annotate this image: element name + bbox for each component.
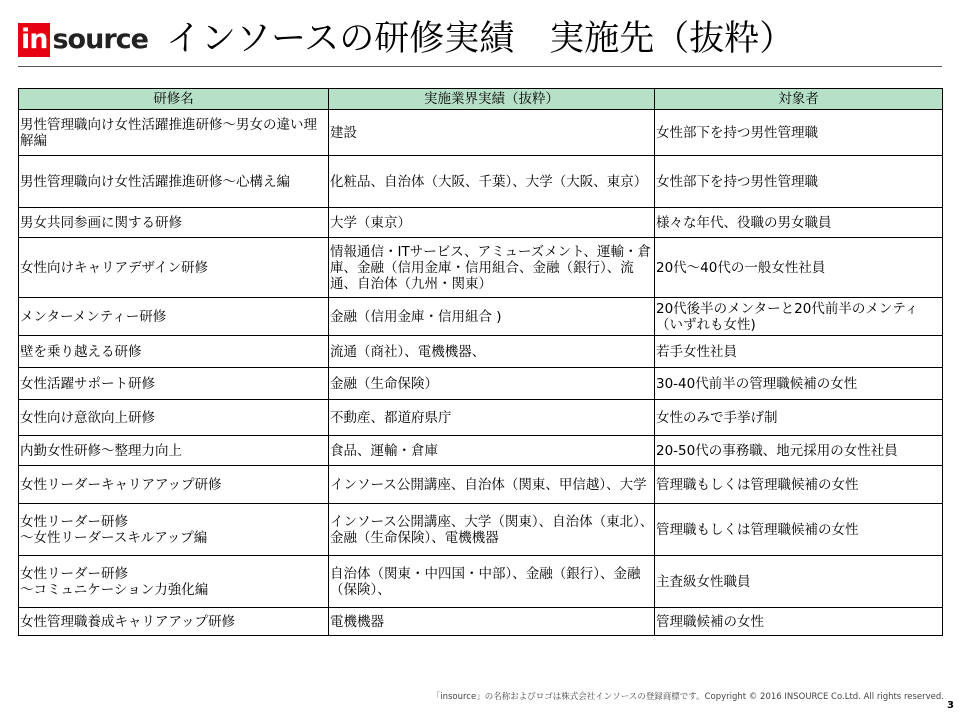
header-industry: 実施業界実績（抜粋） [329, 89, 655, 110]
cell-training-name: メンターメンティー研修 [19, 298, 329, 336]
header-target: 対象者 [655, 89, 943, 110]
table-row [19, 504, 943, 556]
table-row [19, 298, 943, 336]
cell-target: 女性のみで手挙げ制 [655, 400, 943, 436]
cell-target: 管理職もしくは管理職候補の女性 [655, 504, 943, 556]
table-row [19, 556, 943, 608]
table-row [19, 156, 943, 208]
cell-training-name: 内勤女性研修～整理力向上 [19, 436, 329, 466]
page-number: 3 [947, 700, 954, 711]
cell-industry: 金融（生命保険） [329, 368, 655, 400]
cell-industry: 大学（東京） [329, 208, 655, 238]
copyright-footer: 「insource」の名称およびロゴは株式会社インソースの登録商標です。Copyright © 2016 INSOURCE Co.Ltd. All rights reserved. [431, 692, 944, 702]
table-row [19, 436, 943, 466]
table-row [19, 208, 943, 238]
cell-training-name: 女性リーダー研修 ～コミュニケーション力強化編 [19, 556, 329, 608]
title-divider [18, 66, 942, 67]
cell-training-name: 女性リーダーキャリアアップ研修 [19, 466, 329, 504]
cell-training-name: 男性管理職向け女性活躍推進研修～男女の違い理解編 [19, 110, 329, 156]
table-row [19, 110, 943, 156]
cell-training-name: 女性向けキャリアデザイン研修 [19, 238, 329, 298]
cell-training-name: 男女共同参画に関する研修 [19, 208, 329, 238]
table-body [19, 110, 943, 636]
cell-target: 様々な年代、役職の男女職員 [655, 208, 943, 238]
cell-industry: 電機機器 [329, 608, 655, 636]
cell-target: 30-40代前半の管理職候補の女性 [655, 368, 943, 400]
training-record-table [18, 88, 943, 636]
cell-industry: 自治体（関東・中四国・中部）、金融（銀行）、金融（保険）、 [329, 556, 655, 608]
page-title: インソースの研修実績 実施先（抜粋） [166, 19, 795, 59]
cell-industry: 流通（商社）、電機機器、 [329, 336, 655, 368]
table-row [19, 368, 943, 400]
logo-mark: in [18, 23, 50, 57]
cell-industry: 情報通信・ITサービス、アミューズメント、運輸・倉庫、金融（信用金庫・信用組合、金融（銀行）、流通、自治体（九州・関東） [329, 238, 655, 298]
cell-target: 20代後半のメンターと20代前半のメンティ（いずれも女性) [655, 298, 943, 336]
cell-target: 女性部下を持つ男性管理職 [655, 156, 943, 208]
cell-industry: 食品、運輸・倉庫 [329, 436, 655, 466]
cell-training-name: 壁を乗り越える研修 [19, 336, 329, 368]
cell-training-name: 男性管理職向け女性活躍推進研修～心構え編 [19, 156, 329, 208]
cell-target: 管理職もしくは管理職候補の女性 [655, 466, 943, 504]
table-row [19, 466, 943, 504]
table-row [19, 238, 943, 298]
cell-training-name: 女性向け意欲向上研修 [19, 400, 329, 436]
cell-training-name: 女性活躍サポート研修 [19, 368, 329, 400]
table-row [19, 336, 943, 368]
cell-target: 管理職候補の女性 [655, 608, 943, 636]
table-row [19, 400, 943, 436]
cell-industry: インソース公開講座、自治体（関東、甲信越）、大学 [329, 466, 655, 504]
cell-training-name: 女性リーダー研修 ～女性リーダースキルアップ編 [19, 504, 329, 556]
table-header-row [19, 89, 943, 110]
cell-industry: 建設 [329, 110, 655, 156]
cell-target: 20代～40代の一般女性社員 [655, 238, 943, 298]
cell-target: 女性部下を持つ男性管理職 [655, 110, 943, 156]
cell-industry: 不動産、都道府県庁 [329, 400, 655, 436]
cell-target: 若手女性社員 [655, 336, 943, 368]
cell-industry: インソース公開講座、大学（関東）、自治体（東北）、金融（生命保険）、電機機器 [329, 504, 655, 556]
cell-training-name: 女性管理職養成キャリアアップ研修 [19, 608, 329, 636]
table-row [19, 608, 943, 636]
logo-text: source [52, 24, 148, 55]
header-training-name: 研修名 [19, 89, 329, 110]
cell-industry: 金融（信用金庫・信用組合 ) [329, 298, 655, 336]
insource-logo [18, 22, 148, 58]
cell-industry: 化粧品、自治体（大阪、千葉）、大学（大阪、東京） [329, 156, 655, 208]
cell-target: 主査級女性職員 [655, 556, 943, 608]
cell-target: 20-50代の事務職、地元採用の女性社員 [655, 436, 943, 466]
